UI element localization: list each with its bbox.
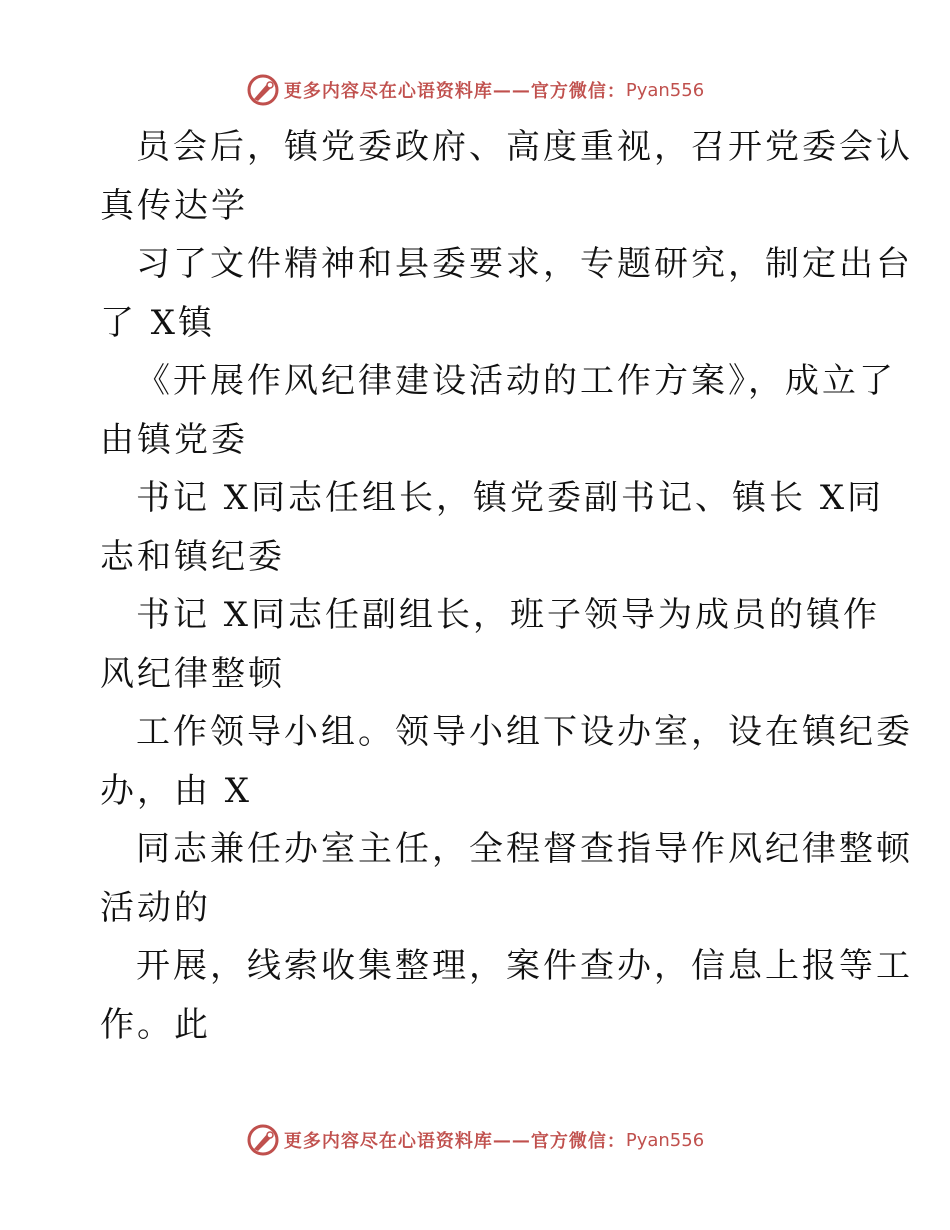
text-line: 书记 X同志任副组长，班子领导为成员的镇作 bbox=[136, 595, 881, 635]
text-line: 办，由 X bbox=[100, 770, 253, 811]
watermark-footer bbox=[0, 1120, 950, 1160]
watermark-text: 更多内容尽在心语资料库 bbox=[283, 81, 493, 102]
text-line: 员会后，镇党委政府、高度重视，召开党委会认 bbox=[136, 127, 913, 167]
text-line: 风纪律整顿 bbox=[100, 653, 285, 694]
text-line: 活动的 bbox=[100, 887, 211, 928]
document-body bbox=[100, 118, 913, 1054]
watermark-text: 更多内容尽在心语资料库 bbox=[283, 1131, 493, 1152]
pen-logo-icon bbox=[246, 73, 280, 107]
watermark-wechat-id: Pyan556 bbox=[625, 79, 705, 101]
text-line: 《开展作风纪律建设活动的工作方案》，成立了 bbox=[136, 361, 896, 401]
text-line: 开展，线索收集整理，案件查办，信息上报等工 bbox=[136, 946, 913, 986]
text-line: 真传达学 bbox=[100, 185, 248, 226]
watermark-header bbox=[0, 70, 950, 110]
text-line: 书记 X同志任组长，镇党委副书记、镇长 X同 bbox=[136, 478, 885, 518]
watermark-dash: —— bbox=[492, 1129, 531, 1151]
text-line: 作。此 bbox=[100, 1004, 211, 1045]
text-line: 由镇党委 bbox=[100, 419, 248, 460]
text-line: 习了文件精神和县委要求，专题研究，制定出台 bbox=[136, 244, 913, 284]
text-line: 同志兼任办室主任，全程督查指导作风纪律整顿 bbox=[136, 829, 913, 869]
watermark-wechat-id: Pyan556 bbox=[625, 1129, 705, 1151]
pen-logo-icon bbox=[246, 1123, 280, 1157]
text-line: 工作领导小组。领导小组下设办室，设在镇纪委 bbox=[136, 712, 913, 752]
watermark-wechat-label: 官方微信： bbox=[530, 1131, 626, 1152]
watermark-dash: —— bbox=[492, 79, 531, 101]
text-line: 志和镇纪委 bbox=[100, 536, 285, 577]
watermark-wechat-label: 官方微信： bbox=[530, 81, 626, 102]
text-line: 了 X镇 bbox=[100, 302, 216, 343]
